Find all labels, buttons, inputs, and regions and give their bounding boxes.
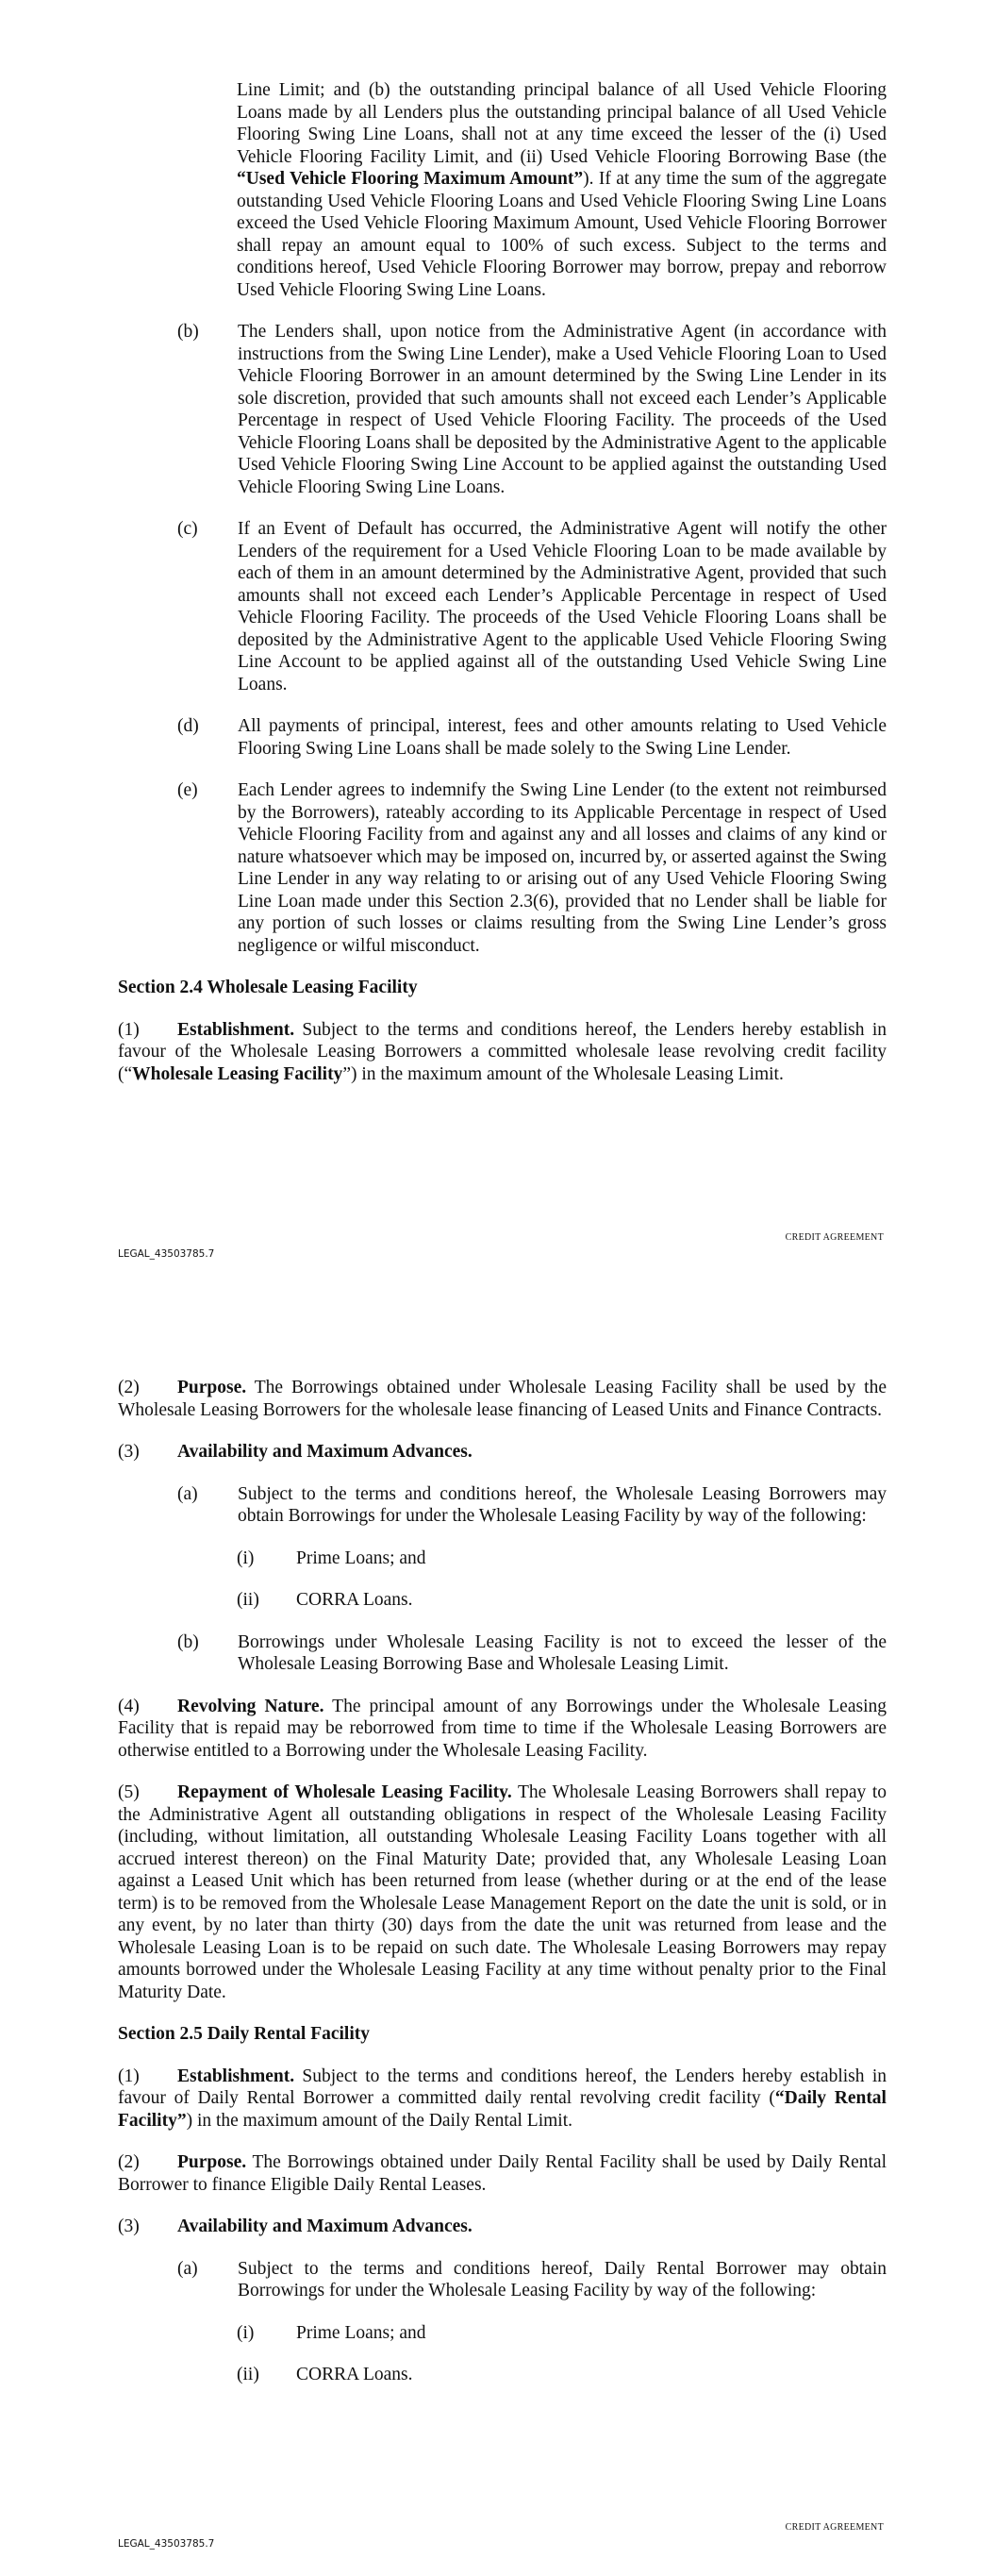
clause-item [118, 518, 887, 695]
clause-item [118, 1631, 887, 1676]
sub-clause-text: Prime Loans; and [296, 1547, 426, 1568]
document-page-2 [0, 1283, 995, 2576]
clause-item [118, 779, 887, 957]
footer-document-id: LEGAL_43503785.7 [118, 1248, 215, 1260]
clause-item [118, 1483, 887, 1528]
clause-text: Each Lender agrees to indemnify the Swing Line Lender (to the extent not reimbursed by the Borrowers), rateably according to its Applicable Percentage in respect of Used Vehicle Flooring Facility from and against any and all losses and claims of any kind or nature whatsoever which may be imposed on, incurred by, or asserted against the Swing Line Lender in any way relating to or arising out of any Used Vehicle Flooring Swing Line Loan made under this Section 2.3(6), provided that no Lender shall be liable for any portion of such losses or claims resulting from the Swing Line Lender’s gross negligence or wilful misconduct. [238, 780, 887, 956]
footer-document-title: CREDIT AGREEMENT [785, 2522, 884, 2533]
clause-text: The Lenders shall, upon notice from the Administrative Agent (in accordance with instructions from the Swing Line Lender), make a Used Vehicle Flooring Loan to Used Vehicle Flooring Borrower in an amount determined by the Swing Line Lender in its sole discretion, provided that such amounts shall not exceed each Lender’s Applicable Percentage in respect of Used Vehicle Flooring Facility. The proceeds of the Used Vehicle Flooring Loans shall be deposited by the Administrative Agent to the applicable Used Vehicle Flooring Swing Line Account to be applied against the outstanding Used Vehicle Flooring Swing Line Loans. [238, 322, 887, 497]
footer-document-id: LEGAL_43503785.7 [118, 2538, 215, 2550]
clause-label: (d) [177, 716, 199, 736]
clause-label: (a) [177, 2258, 198, 2279]
sub-clause-item [118, 2364, 887, 2386]
document-page-1 [0, 0, 995, 1283]
clause-item [118, 715, 887, 760]
purpose-paragraph: (2) Purpose. The Borrowings obtained under Daily Rental Facility shall be used by Daily Rental Borrower to finance Eligible Daily Rental Leases. [118, 2152, 887, 2195]
establishment-paragraph: (1) Establishment. Subject to the terms and conditions hereof, the Lenders hereby establish in favour of Daily Rental Borrower a committed daily rental revolving credit facility (“Daily Rental Facility”) in the maximum amount of the Daily Rental Limit. [118, 2066, 887, 2131]
carryover-paragraph: Line Limit; and (b) the outstanding principal balance of all Used Vehicle Flooring Loans made by all Lenders plus the outstanding principal balance of all Used Vehicle Flooring Swing Line Loans, shall not at any time exceed the lesser of the (i) Used Vehicle Flooring Facility Limit, and (ii) Used Vehicle Flooring Borrowing Base (the “Used Vehicle Flooring Maximum Amount”). If at any time the sum of the aggregate outstanding Used Vehicle Flooring Loans and Used Vehicle Flooring Swing Line Loans exceed the Used Vehicle Flooring Maximum Amount, Used Vehicle Flooring Borrower shall repay an amount equal to 100% of such excess. Subject to the terms and conditions hereof, Used Vehicle Flooring Borrower may borrow, prepay and reborrow Used Vehicle Flooring Swing Line Loans. [237, 80, 887, 300]
sub-clause-item [118, 1589, 887, 1612]
revolving-paragraph: (4) Revolving Nature. The principal amount of any Borrowings under the Wholesale Leasing Facility that is repaid may be reborrowed from time to time if the Wholesale Leasing Borrowers are otherwise entitled to a Borrowing under the Wholesale Leasing Facility. [118, 1696, 887, 1761]
clause-label: (e) [177, 780, 198, 800]
clause-item [118, 2258, 887, 2302]
page-2-body [118, 1377, 887, 2406]
section-heading: Section 2.4 Wholesale Leasing Facility [118, 978, 418, 997]
sub-clause-text: CORRA Loans. [296, 2365, 413, 2384]
page-1-body [118, 79, 887, 1105]
clause-item [118, 321, 887, 498]
section-heading: Section 2.5 Daily Rental Facility [118, 2024, 371, 2044]
clause-text: Subject to the terms and conditions hereof, the Wholesale Leasing Borrowers may obtain Borrowings for under the Wholesale Leasing Facility by way of the following: [238, 1483, 887, 1526]
clause-text: All payments of principal, interest, fees and other amounts relating to Used Vehicle Flooring Swing Line Loans shall be made solely to the Swing Line Lender. [238, 716, 887, 759]
repayment-paragraph: (5) Repayment of Wholesale Leasing Facility. The Wholesale Leasing Borrowers shall repay to the Administrative Agent all outstanding obligations in respect of the Wholesale Leasing Facility (including, without limitation, all outstanding Wholesale Leasing Facility Loans together with all accrued interest thereon) on the Final Maturity Date; provided that, any Wholesale Leasing Loan against a Leased Unit which has been returned from lease (whether during or at the end of the lease term) is to be removed from the Wholesale Lease Management Report on the date the unit is sold, or in any event, by no later than thirty (30) days from the date the unit was returned from lease and the Wholesale Leasing Loan is to be repaid on such date. The Wholesale Leasing Borrowers may repay amounts borrowed under the Wholesale Leasing Facility at any time without penalty prior to the Final Maturity Date. [118, 1782, 887, 2002]
clause-label: (b) [177, 322, 199, 342]
clause-label: (b) [177, 1631, 199, 1652]
availability-heading: (3) Availability and Maximum Advances. [118, 1442, 473, 1462]
footer-document-title: CREDIT AGREEMENT [785, 1232, 884, 1243]
sub-clause-label: (i) [237, 2322, 255, 2343]
purpose-paragraph: (2) Purpose. The Borrowings obtained under Wholesale Leasing Facility shall be used by the Wholesale Leasing Borrowers for the wholesale lease financing of Leased Units and Finance Contracts. [118, 1378, 887, 1420]
sub-clause-item [118, 2322, 887, 2345]
sub-clause-text: Prime Loans; and [296, 2322, 426, 2343]
clause-label: (a) [177, 1483, 198, 1504]
clause-text: Borrowings under Wholesale Leasing Facility is not to exceed the lesser of the Wholesale Leasing Borrowing Base and Wholesale Leasing Limit. [238, 1631, 887, 1674]
clause-text: If an Event of Default has occurred, the Administrative Agent will notify the other Lenders of the requirement for a Used Vehicle Flooring Loan to be made available by each of them in an amount determined by the Administrative Agent, provided that such amounts shall not exceed each Lender’s Applicable Percentage in respect of Used Vehicle Flooring Facility. The proceeds of the Used Vehicle Flooring Loans shall be deposited by the Administrative Agent to the applicable Used Vehicle Flooring Swing Line Account to be applied against all of the outstanding Used Vehicle Swing Line Loans. [238, 519, 887, 694]
clause-text: Subject to the terms and conditions hereof, Daily Rental Borrower may obtain Borrowings for under the Wholesale Leasing Facility by way of the following: [238, 2258, 887, 2300]
sub-clause-item [118, 1547, 887, 1570]
sub-clause-label: (ii) [237, 1590, 259, 1610]
establishment-paragraph: (1) Establishment. Subject to the terms and conditions hereof, the Lenders hereby establish in favour of the Wholesale Leasing Borrowers a committed wholesale lease revolving credit facility (“Wholesale Leasing Facility”) in the maximum amount of the Wholesale Leasing Limit. [118, 1019, 887, 1084]
clause-label: (c) [177, 519, 198, 539]
sub-clause-label: (i) [237, 1547, 255, 1568]
availability-heading: (3) Availability and Maximum Advances. [118, 2216, 473, 2236]
sub-clause-label: (ii) [237, 2365, 259, 2384]
sub-clause-text: CORRA Loans. [296, 1590, 413, 1610]
